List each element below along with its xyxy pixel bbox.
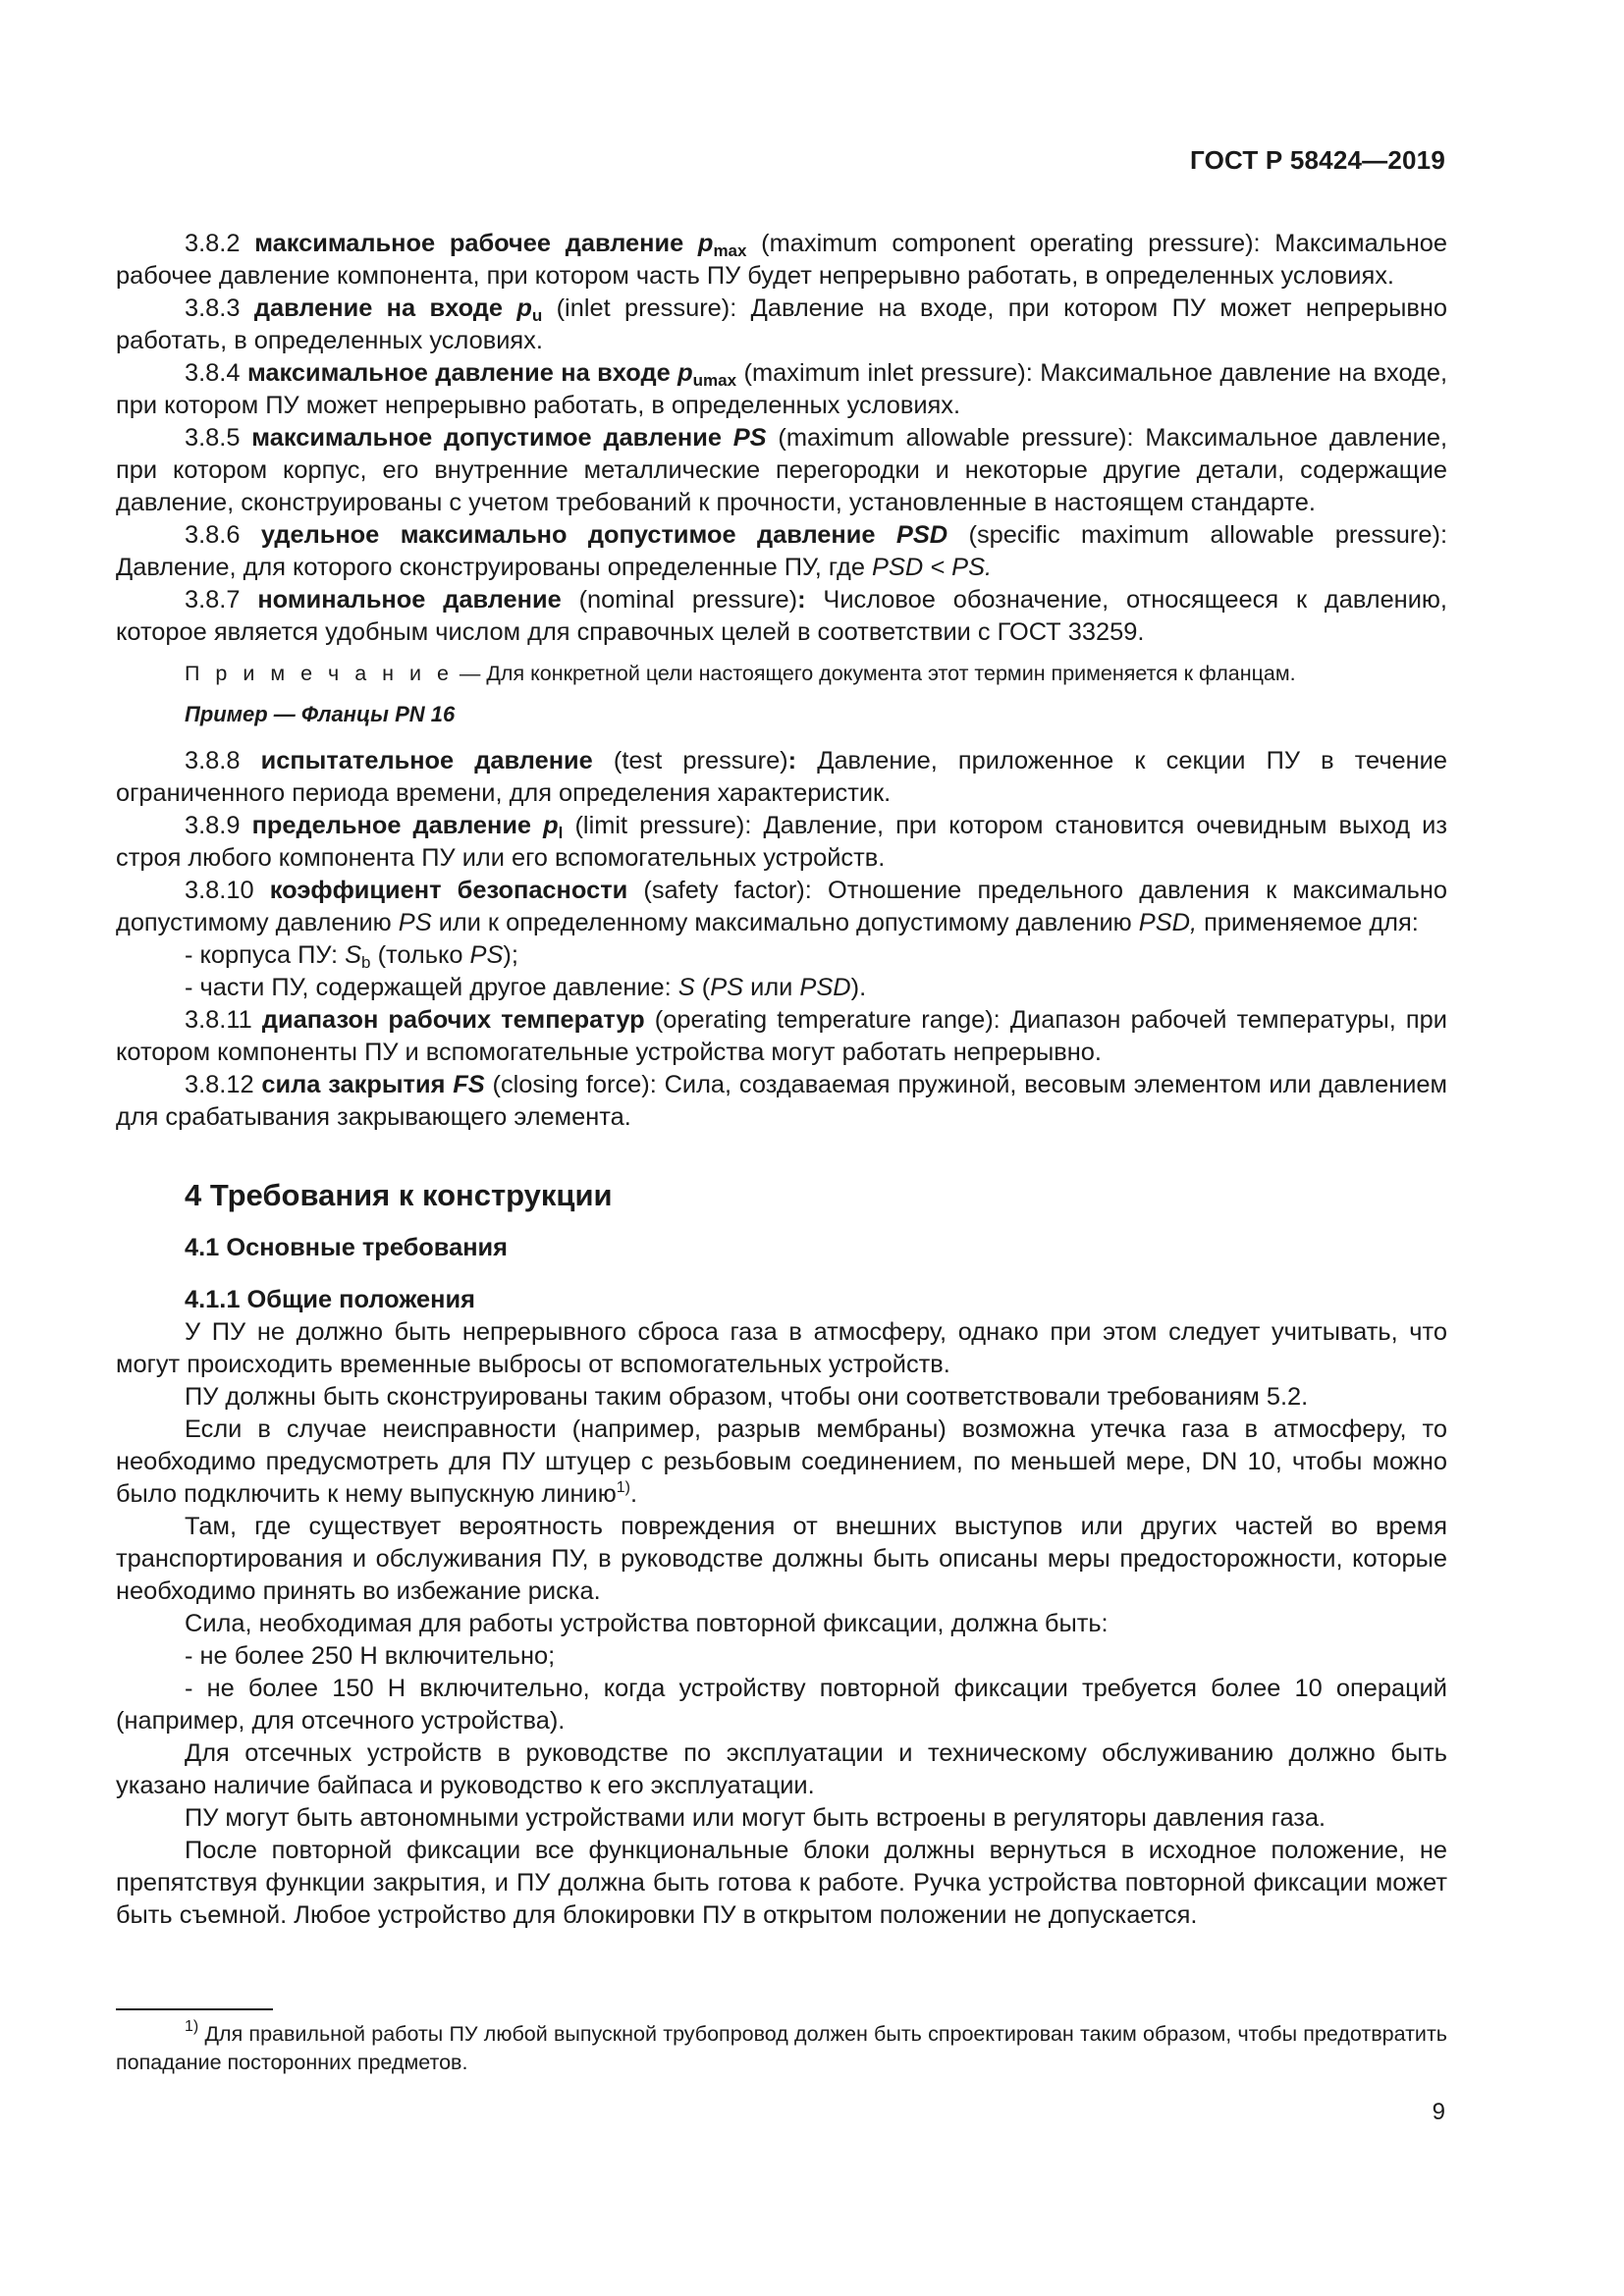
definition-3-8-7: 3.8.7 номинальное давление (nominal pressure): Числовое обозначение, относящееся к давлению, которое является удобным числом для справочных целей в соответствии с ГОСТ 33259. — [116, 586, 1447, 646]
paragraph: У ПУ не должно быть непрерывного сброса газа в атмосферу, однако при этом следует учитывать, что могут происходить временные выбросы от вспомогательных устройств. — [116, 1318, 1447, 1378]
term: максимальное допустимое давление — [251, 424, 733, 452]
list-item-body: - корпуса ПУ: $S_b$ (только PS); — [185, 941, 518, 972]
definition-3-8-5: 3.8.5 максимальное допустимое давление PS (maximum allowable pressure): Максимальное давление, при котором корпус, его внутренние металлические перегородки и некоторые другие детали, содержащие давление, сконструированы с учетом требований к прочности, установленные в настоящем стандарте. — [116, 424, 1447, 516]
definition-3-8-3: 3.8.3 давление на входе $p_u$ (inlet pressure): Давление на входе, при котором ПУ может непрерывно работать, в определенных условиях. — [116, 294, 1448, 354]
definition-3-8-9: 3.8.9 предельное давление $p_l$ (limit pressure): Давление, при котором становится очевидным выход из строя любого компонента ПУ или его вспомогательных устройств. — [116, 812, 1447, 872]
paragraph: Для отсечных устройств в руководстве по эксплуатации и техническому обслуживанию должно быть указано наличие байпаса и руководство к его эксплуатации. — [116, 1739, 1447, 1799]
note: П р и м е ч а н и е — Для конкретной цели настоящего документа этот термин применяется к фланцам. — [185, 662, 1296, 685]
footnote: $^{1)}$ Для правильной работы ПУ любой выпускной трубопровод должен быть спроектирован таким образом, чтобы предотвратить попадание посторонних предметов. — [116, 2018, 1447, 2074]
definition-3-8-8: 3.8.8 испытательное давление (test pressure): Давление, приложенное к секции ПУ в течение ограниченного периода времени, для определения характеристик. — [116, 747, 1447, 807]
definition-3-8-12: 3.8.12 сила закрытия FS (closing force): Сила, создаваемая пружиной, весовым элементом или давлением для срабатывания закрывающего элемента. — [116, 1071, 1447, 1131]
paragraph: Сила, необходимая для работы устройства повторной фиксации, должна быть: — [185, 1610, 1109, 1637]
term: удельное максимально допустимое давление — [260, 521, 896, 549]
footnote-reference: 1) — [616, 1479, 631, 1496]
example: Пример — Фланцы PN 16 — [185, 702, 456, 726]
list-item: - не более 250 Н включительно; — [185, 1642, 556, 1670]
definition-3-8-4: 3.8.4 максимальное давление на входе $p_{umax}$ (maximum inlet pressure): Максимальное давление на входе, при котором ПУ может непрерывно работать, в определенных условиях. — [116, 359, 1448, 419]
paragraph: После повторной фиксации все функциональные блоки должны вернуться в исходное положение, не препятствуя функции закрытия, и ПУ должна быть готова к работе. Ручка устройства повторной фиксации может быть съемной. Любое устройство для блокировки ПУ в открытом положении не допускается. — [116, 1837, 1447, 1929]
definition-3-8-6: 3.8.6 удельное максимально допустимое давление PSD (specific maximum allowable pressure): Давление, для которого сконструированы определенные ПУ, где PSD < PS. — [116, 521, 1448, 581]
term: диапазон рабочих температур — [261, 1006, 645, 1034]
term: номинальное давление — [257, 586, 562, 614]
term: предельное давление — [251, 812, 544, 839]
document-code: ГОСТ Р 58424—2019 — [1190, 145, 1445, 175]
term: максимальное рабочее давление — [254, 230, 698, 257]
page-number: 9 — [1432, 2099, 1445, 2125]
definition-3-8-2: 3.8.2 максимальное рабочее давление $p_{max}$ (maximum component operating pressure): Максимальное рабочее давление компонента, при котором часть ПУ будет непрерывно работать, в определенных условиях. — [116, 230, 1447, 290]
term: давление на входе — [253, 294, 517, 322]
definition-3-8-10: 3.8.10 коэффициент безопасности (safety factor): Отношение предельного давления к максимально допустимому давлению PS или к определенному максимально допустимому давлению PSD, применяемое для: — [116, 877, 1447, 936]
footnote-mark: 1) — [185, 2018, 199, 2035]
section-heading: 4 Требования к конструкции — [185, 1178, 613, 1212]
paragraph: ПУ могут быть автономными устройствами или могут быть встроены в регуляторы давления газа. — [185, 1804, 1326, 1832]
subsection-heading: 4.1 Основные требования — [185, 1234, 508, 1261]
subsubsection-heading: 4.1.1 Общие положения — [185, 1286, 475, 1313]
list-item-other-parts: - части ПУ, содержащей другое давление: S (PS или PSD). — [185, 974, 867, 1001]
footnote-divider — [116, 2008, 273, 2010]
term: максимальное давление на входе — [246, 359, 678, 387]
definition-3-8-11: 3.8.11 диапазон рабочих температур (operating temperature range): Диапазон рабочей температуры, при котором компоненты ПУ и вспомогательные устройства могут работать непрерывно. — [116, 1006, 1447, 1066]
paragraph: Там, где существует вероятность повреждения от внешних выступов или других частей во время транспортирования и обслуживания ПУ, в руководстве должны быть описаны меры предосторожности, которые необходимо принять во избежание риска. — [116, 1513, 1447, 1605]
paragraph: Если в случае неисправности (например, разрыв мембраны) возможна утечка газа в атмосферу, то необходимо предусмотреть для ПУ штуцер с резьбовым соединением, по меньшей мере, DN 10, чтобы можно было подключить к нему выпускную линию$^{1)}$. — [116, 1415, 1447, 1508]
list-item: - не более 150 Н включительно, когда устройству повторной фиксации требуется более 10 операций (например, для отсечного устройства). — [116, 1675, 1447, 1735]
term: сила закрытия — [261, 1071, 454, 1098]
note-label: П р и м е ч а н и е — [185, 662, 454, 685]
paragraph: ПУ должны быть сконструированы таким образом, чтобы они соответствовали требованиям 5.2. — [185, 1383, 1309, 1411]
term: испытательное давление — [260, 747, 593, 774]
term: коэффициент безопасности — [269, 877, 628, 904]
page-content — [116, 228, 1447, 1932]
